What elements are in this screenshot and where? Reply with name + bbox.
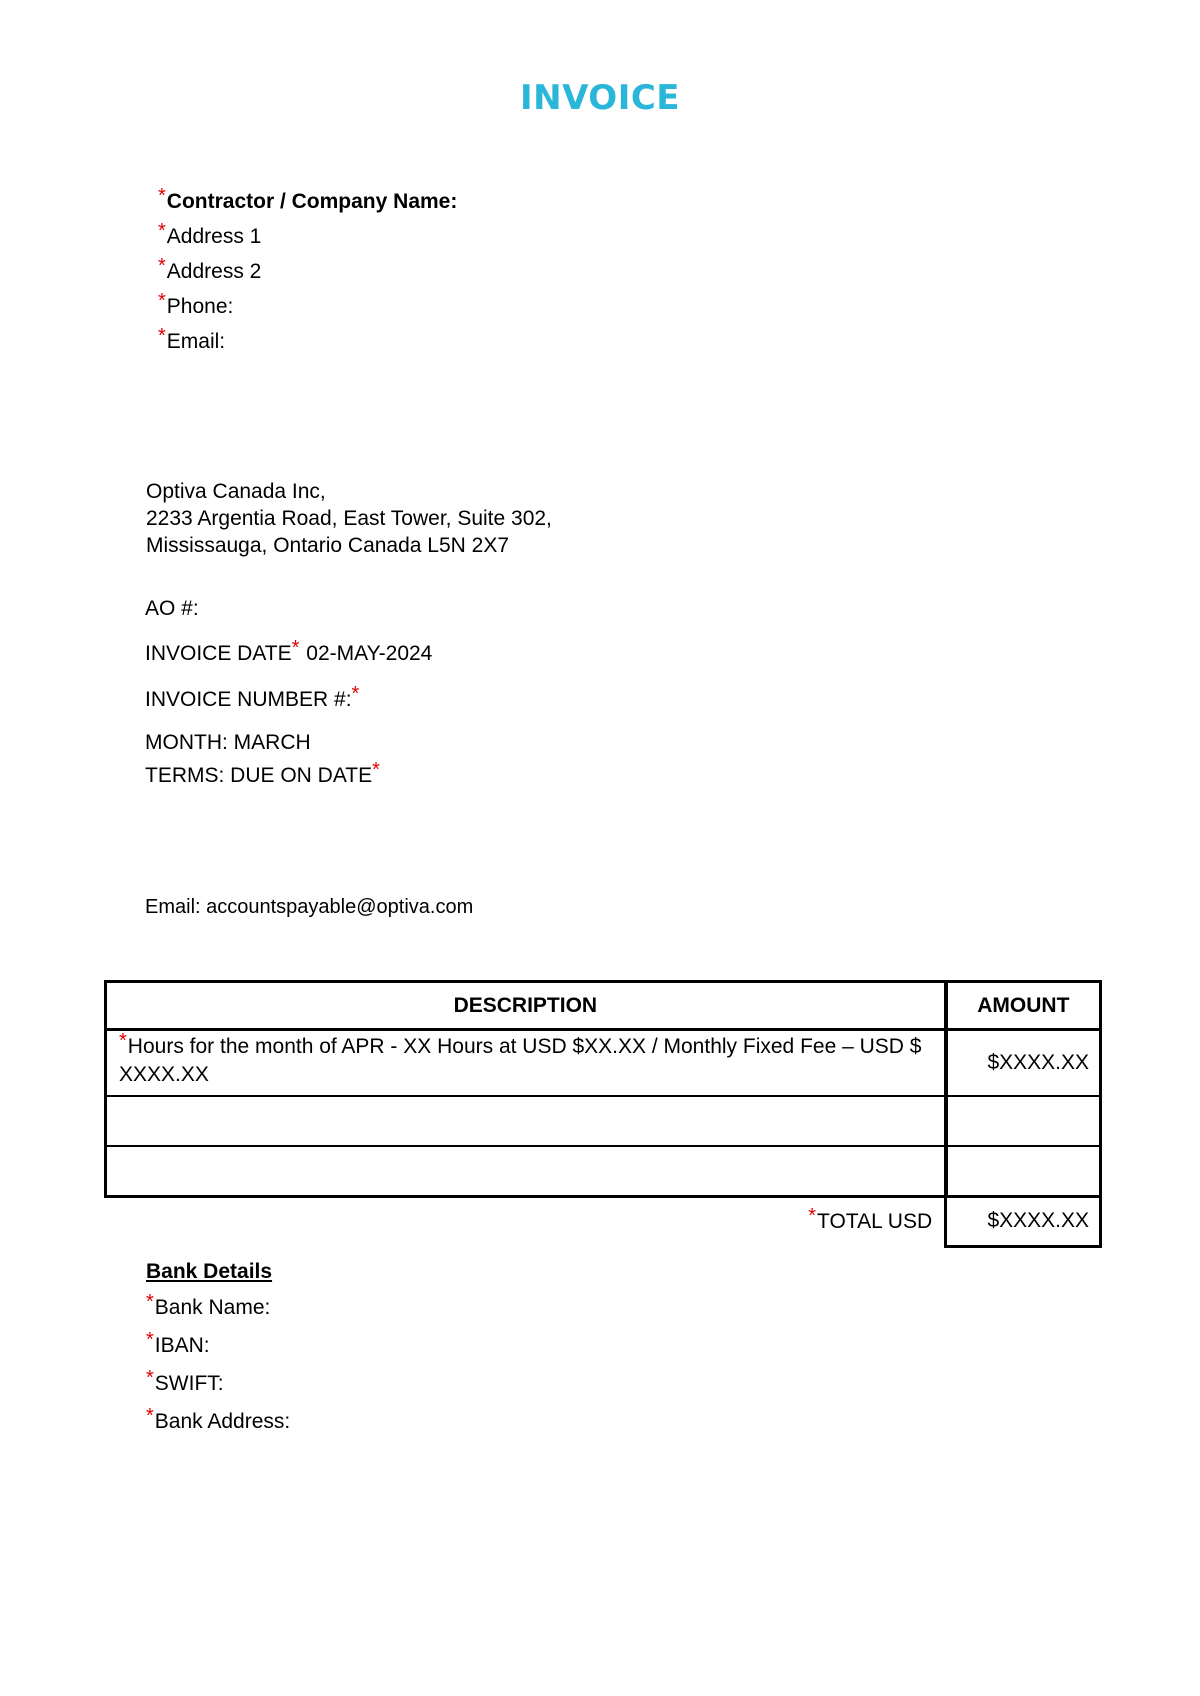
required-asterisk: * xyxy=(158,325,166,347)
bank-swift-label: SWIFT: xyxy=(154,1372,224,1395)
bank-iban-line xyxy=(146,1329,210,1358)
contractor-email-line xyxy=(158,325,226,354)
contractor-address2-line xyxy=(158,255,262,284)
required-asterisk: * xyxy=(808,1205,817,1227)
invoice-date-value: 02-MAY-2024 xyxy=(306,642,433,665)
recipient-address xyxy=(146,478,552,559)
accounts-payable-email: Email: accountspayable@optiva.com xyxy=(145,896,474,918)
recipient-line3: Mississauga, Ontario Canada L5N 2X7 xyxy=(146,534,510,557)
amount-cell: $XXXX.XX xyxy=(946,1030,1101,1097)
recipient-line2: 2233 Argentia Road, East Tower, Suite 302, xyxy=(146,507,552,530)
bank-address-line xyxy=(146,1405,291,1434)
ao-number-label: AO #: xyxy=(145,597,199,620)
required-asterisk: * xyxy=(146,1329,154,1351)
invoice-date-line xyxy=(145,637,433,666)
contractor-company-name-label: Contractor / Company Name: xyxy=(166,190,458,213)
table-row xyxy=(106,1146,1101,1197)
description-cell xyxy=(106,1030,946,1097)
amount-cell xyxy=(946,1146,1101,1197)
bank-swift-line xyxy=(146,1367,224,1396)
description-cell xyxy=(106,1096,946,1146)
total-label-cell xyxy=(106,1197,946,1247)
table-header-row xyxy=(106,982,1101,1030)
total-label: TOTAL USD xyxy=(817,1210,933,1233)
required-asterisk: * xyxy=(146,1405,154,1427)
required-asterisk: * xyxy=(158,290,166,312)
bank-name-line xyxy=(146,1291,271,1320)
amount-header: AMOUNT xyxy=(946,982,1101,1030)
table-row xyxy=(106,1096,1101,1146)
total-amount-cell: $XXXX.XX xyxy=(946,1197,1101,1247)
contractor-address2-label: Address 2 xyxy=(166,260,262,283)
terms-line xyxy=(145,759,381,788)
terms-text: TERMS: DUE ON DATE xyxy=(145,764,373,787)
required-asterisk: * xyxy=(158,220,166,242)
required-asterisk: * xyxy=(158,255,166,277)
contractor-address1-line xyxy=(158,220,262,249)
required-asterisk: * xyxy=(119,1030,127,1052)
invoice-date-label: INVOICE DATE xyxy=(145,642,292,665)
contractor-phone-label: Phone: xyxy=(166,295,234,318)
required-asterisk: * xyxy=(146,1367,154,1389)
description-header: DESCRIPTION xyxy=(106,982,946,1030)
table-row xyxy=(106,1030,1101,1097)
invoice-number-line xyxy=(145,683,360,712)
bank-address-label: Bank Address: xyxy=(154,1410,291,1433)
invoice-number-label: INVOICE NUMBER #: xyxy=(145,688,352,711)
contractor-email-label: Email: xyxy=(166,330,226,353)
bank-name-label: Bank Name: xyxy=(154,1296,271,1319)
required-asterisk: * xyxy=(351,683,360,705)
month-text: MONTH: MARCH xyxy=(145,731,311,754)
amount-cell xyxy=(946,1096,1101,1146)
contractor-address1-label: Address 1 xyxy=(166,225,262,248)
total-row xyxy=(106,1197,1101,1247)
description-cell xyxy=(106,1146,946,1197)
bank-details-heading: Bank Details xyxy=(146,1260,273,1283)
required-asterisk: * xyxy=(372,759,380,781)
bank-iban-label: IBAN: xyxy=(154,1334,210,1357)
recipient-line1: Optiva Canada Inc, xyxy=(146,480,326,503)
invoice-title: INVOICE xyxy=(519,78,681,118)
contractor-company-name-line xyxy=(158,185,458,214)
description-text: Hours for the month of APR - XX Hours at USD $XX.XX / Monthly Fixed Fee – USD $ XXXX.XX xyxy=(119,1035,922,1086)
required-asterisk: * xyxy=(158,185,166,207)
required-asterisk: * xyxy=(146,1291,154,1313)
invoice-items-table xyxy=(104,980,1102,1248)
contractor-phone-line xyxy=(158,290,234,319)
required-asterisk: * xyxy=(291,637,300,659)
